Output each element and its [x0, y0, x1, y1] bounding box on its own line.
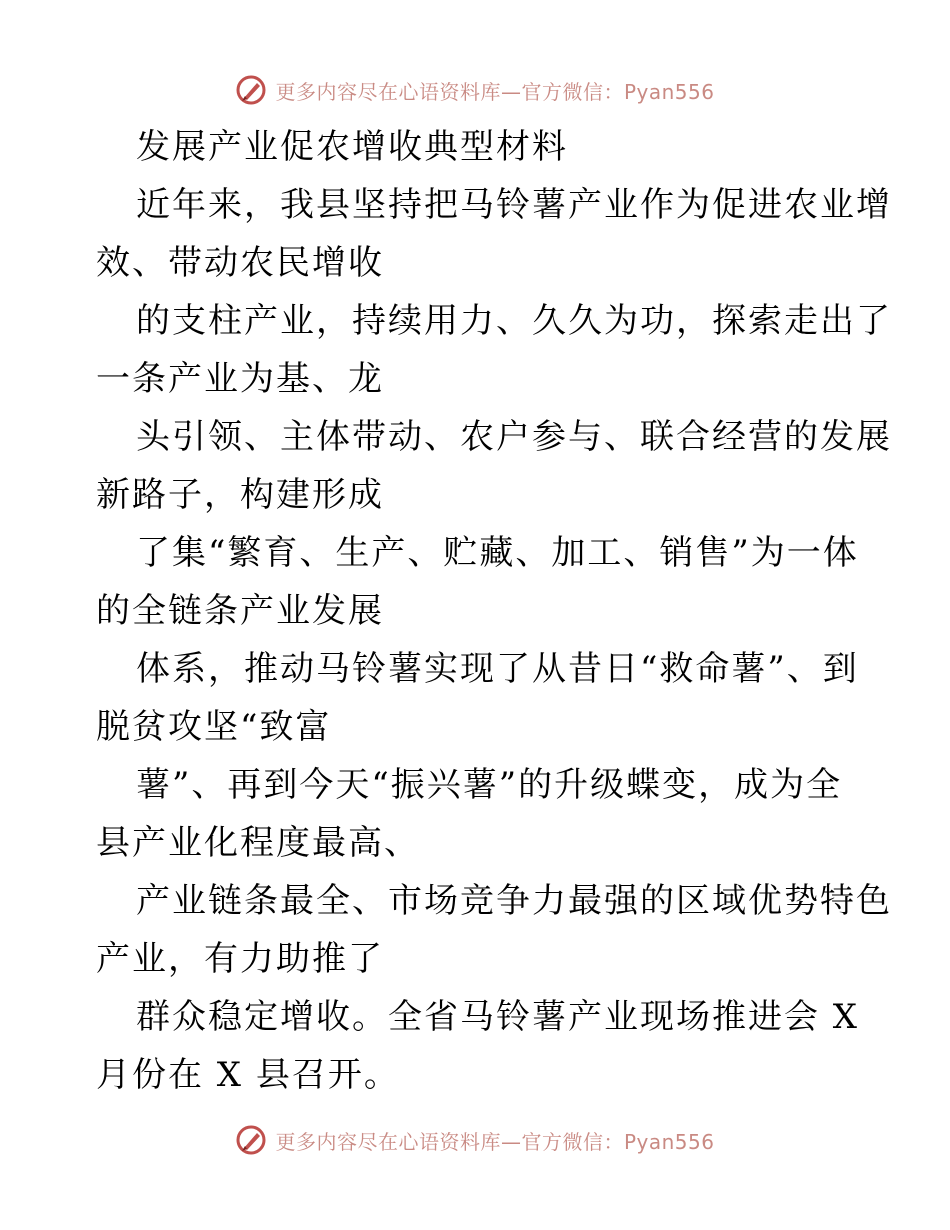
document-title: 发展产业促农增收典型材料	[136, 127, 568, 167]
quill-pen-logo-icon	[235, 74, 267, 106]
paragraph-line: 群众稳定增收。全省马铃薯产业现场推进会 X	[136, 997, 860, 1037]
paragraph-line: 一条产业为基、龙	[96, 359, 384, 399]
paragraph-line: 产业，有力助推了	[96, 939, 384, 979]
paragraph-line: 月份在 X 县召开。	[96, 1055, 400, 1095]
watermark-text: 更多内容尽在心语资料库—官方微信：Pyan556	[275, 1129, 715, 1154]
paragraph-line: 效、带动农民增收	[96, 243, 384, 283]
paragraph-line: 脱贫攻坚“致富	[96, 707, 332, 747]
quill-pen-logo-icon	[235, 1124, 267, 1156]
paragraph-line: 近年来，我县坚持把马铃薯产业作为促进农业增	[136, 185, 892, 225]
document-body	[96, 118, 892, 1104]
paragraph-line: 县产业化程度最高、	[96, 823, 420, 863]
paragraph-line: 产业链条最全、市场竞争力最强的区域优势特色	[136, 881, 892, 921]
header-watermark-banner	[0, 70, 950, 110]
watermark-text: 更多内容尽在心语资料库—官方微信：Pyan556	[275, 79, 715, 104]
paragraph-line: 了集“繁育、生产、贮藏、加工、销售”为一体	[136, 533, 859, 573]
paragraph-line: 新路子，构建形成	[96, 475, 384, 515]
paragraph-line: 的全链条产业发展	[96, 591, 384, 631]
footer-watermark-banner	[0, 1120, 950, 1160]
paragraph-line: 薯”、再到今天“振兴薯”的升级蝶变，成为全	[136, 765, 843, 805]
paragraph-line: 体系，推动马铃薯实现了从昔日“救命薯”、到	[136, 649, 859, 689]
paragraph-line: 的支柱产业，持续用力、久久为功，探索走出了	[136, 301, 892, 341]
paragraph-line: 头引领、主体带动、农户参与、联合经营的发展	[136, 417, 892, 457]
